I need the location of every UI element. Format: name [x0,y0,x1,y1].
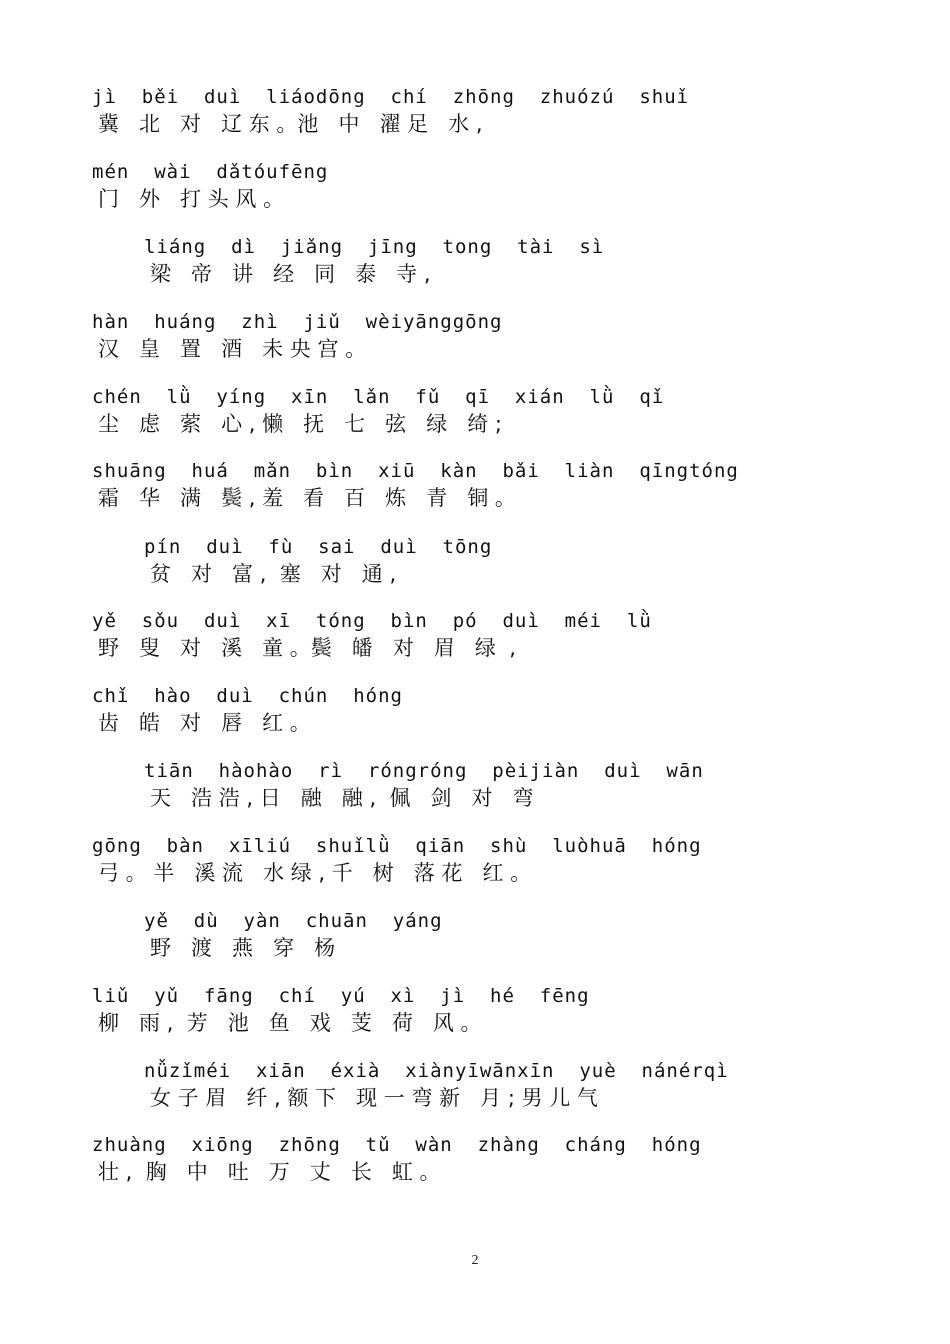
pinyin-text: gōng bàn xīliú shuǐlǜ qiān shù luòhuā hóng [92,835,702,857]
verse-line [0,460,950,510]
hanzi-text: 齿 皓 对 唇 红 。 [98,711,311,735]
hanzi-text: 霜 华 满 鬓 , 羞 看 百 炼 青 铜 。 [98,486,516,510]
hanzi-text: 贫 对 富 , 塞 对 通 , [150,562,397,586]
pinyin-text: chén lǜ yíng xīn lǎn fǔ qī xián lǜ qǐ [92,386,665,408]
pinyin-text: yě dù yàn chuān yáng [144,910,443,932]
hanzi-text: 天 浩 浩 , 日 融 融 , 佩 剑 对 弯 [150,786,534,810]
hanzi-text: 门 外 打 头 风 。 [98,187,285,211]
verse-line [0,610,950,660]
verse-line [0,311,950,361]
hanzi-text: 梁 帝 讲 经 同 泰 寺 , [150,262,431,286]
verse-line [0,835,950,885]
pinyin-text: liáng dì jiǎng jīng tong tài sì [144,236,605,258]
verse-line [0,161,950,211]
verse-line [0,536,950,586]
hanzi-text: 野 渡 燕 穿 杨 [150,936,336,960]
pinyin-text: shuāng huá mǎn bìn xiū kàn bǎi liàn qīngtóng [92,460,739,482]
pinyin-text: jì běi duì liáodōng chí zhōng zhuózú shuǐ [92,86,690,108]
pinyin-text: pín duì fù sai duì tōng [144,536,493,558]
pinyin-text: chǐ hào duì chún hóng [92,685,403,707]
hanzi-text: 冀 北 对 辽 东 。池 中 濯 足 水 , [98,112,483,136]
verse-line [0,386,950,436]
hanzi-text: 野 叟 对 溪 童 。鬓 皤 对 眉 绿 , [98,636,516,660]
pinyin-text: liǔ yǔ fāng chí yú xì jì hé fēng [92,985,590,1007]
verse-line [0,1060,950,1110]
hanzi-text: 汉 皇 置 酒 未 央 宫 。 [98,337,367,361]
verse-line [0,910,950,960]
hanzi-text: 壮 , 胸 中 吐 万 丈 长 虹 。 [98,1160,441,1184]
verse-line [0,86,950,136]
verse-line [0,985,950,1035]
hanzi-text: 弓 。 半 溪 流 水 绿 , 千 树 落 花 红 。 [98,861,532,885]
verse-line [0,760,950,810]
pinyin-text: hàn huáng zhì jiǔ wèiyānggōng [92,311,503,333]
verse-line [0,236,950,286]
hanzi-text: 尘 虑 萦 心 , 懒 抚 七 弦 绿 绮 ; [98,412,502,436]
verse-line [0,685,950,735]
pinyin-text: mén wài dǎtóufēng [92,161,329,183]
pinyin-text: nǚzǐméi xiān éxià xiànyīwānxīn yuè nánérqì [144,1060,729,1082]
verse-line [0,1134,950,1184]
page-number: 2 [471,1253,479,1268]
pinyin-text: yě sǒu duì xī tóng bìn pó duì méi lǜ [92,610,652,632]
hanzi-text: 女 子 眉 纤 , 额 下 现 一 弯 新 月 ; 男 儿 气 [150,1086,598,1110]
pinyin-text: tiān hàohào rì róngróng pèijiàn duì wān [144,760,704,782]
pinyin-text: zhuàng xiōng zhōng tǔ wàn zhàng cháng hóng [92,1134,702,1156]
hanzi-text: 柳 雨 , 芳 池 鱼 戏 芰 荷 风 。 [98,1011,482,1035]
